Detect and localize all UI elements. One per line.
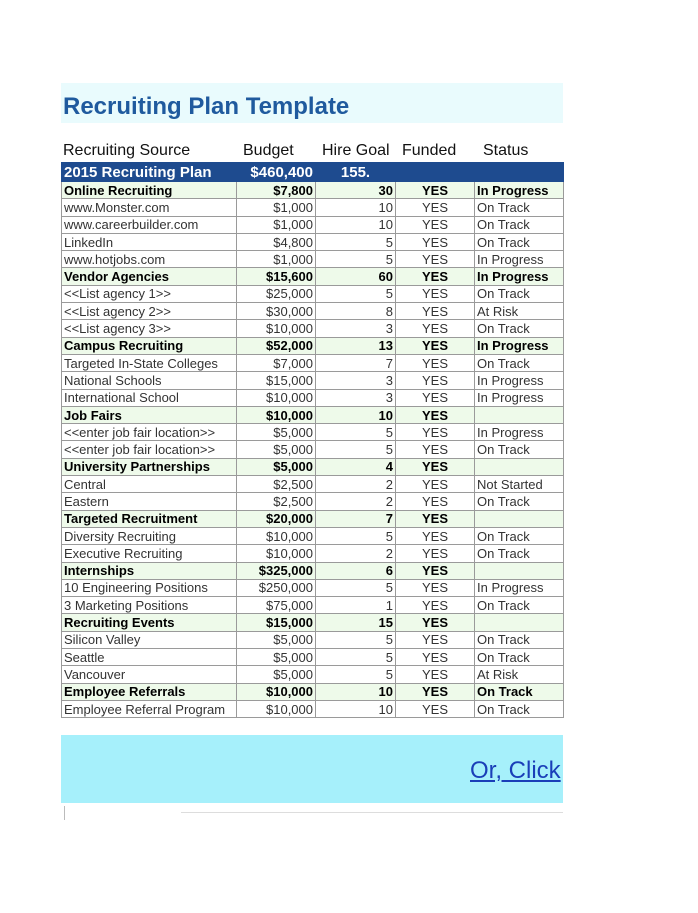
- table-row: [62, 216, 564, 233]
- category-row: [62, 182, 564, 199]
- column-header-source: Recruiting Source: [63, 142, 191, 159]
- table-row: [62, 579, 564, 596]
- cell-status[interactable]: On Track: [475, 683, 564, 700]
- cell-budget[interactable]: $15,000: [237, 614, 316, 631]
- cell-budget[interactable]: $1,000: [237, 251, 316, 268]
- cell-hire-goal[interactable]: 15: [316, 614, 396, 631]
- cell-hire-goal[interactable]: 4: [316, 458, 396, 475]
- cell-source[interactable]: Job Fairs: [62, 406, 237, 423]
- cell-budget[interactable]: $5,000: [237, 649, 316, 666]
- cell-funded[interactable]: YES: [396, 631, 475, 648]
- cell-status[interactable]: In Progress: [475, 268, 564, 285]
- cell-budget[interactable]: $250,000: [237, 579, 316, 596]
- cell-hire-goal[interactable]: 8: [316, 303, 396, 320]
- cell-funded[interactable]: YES: [396, 614, 475, 631]
- cell-source[interactable]: <<enter job fair location>>: [62, 424, 237, 441]
- cell-budget[interactable]: $10,000: [237, 406, 316, 423]
- cell-source[interactable]: Diversity Recruiting: [62, 527, 237, 544]
- cell-funded[interactable]: YES: [396, 320, 475, 337]
- cell-budget[interactable]: $2,500: [237, 493, 316, 510]
- cell-hire-goal[interactable]: 5: [316, 649, 396, 666]
- column-header-status: Status: [483, 142, 529, 159]
- category-row: [62, 510, 564, 527]
- cell-hire-goal[interactable]: 3: [316, 372, 396, 389]
- cell-funded[interactable]: YES: [396, 545, 475, 562]
- cell-funded[interactable]: YES: [396, 251, 475, 268]
- cell-hire-goal[interactable]: 10: [316, 406, 396, 423]
- cell-status[interactable]: In Progress: [475, 424, 564, 441]
- cell-hire-goal[interactable]: 5: [316, 631, 396, 648]
- cell-hire-goal[interactable]: 60: [316, 268, 396, 285]
- cell-hire-goal[interactable]: 1: [316, 597, 396, 614]
- cell-status[interactable]: In Progress: [475, 337, 564, 354]
- cell-source[interactable]: 10 Engineering Positions: [62, 579, 237, 596]
- divider: [64, 806, 65, 820]
- table-row: [62, 424, 564, 441]
- divider: [181, 812, 563, 813]
- cell-status[interactable]: On Track: [475, 700, 564, 717]
- table-row: [62, 666, 564, 683]
- cell-source[interactable]: Vancouver: [62, 666, 237, 683]
- cell-funded[interactable]: YES: [396, 493, 475, 510]
- cell-status[interactable]: On Track: [475, 216, 564, 233]
- cell-hire-goal[interactable]: 5: [316, 666, 396, 683]
- cell-status[interactable]: In Progress: [475, 389, 564, 406]
- plan-label[interactable]: 2015 Recruiting Plan: [62, 163, 237, 182]
- cell-status[interactable]: On Track: [475, 441, 564, 458]
- cell-funded[interactable]: YES: [396, 389, 475, 406]
- cell-source[interactable]: Executive Recruiting: [62, 545, 237, 562]
- plan-funded[interactable]: [396, 163, 475, 182]
- cell-status[interactable]: On Track: [475, 545, 564, 562]
- page-margin: [563, 735, 698, 815]
- cell-funded[interactable]: YES: [396, 285, 475, 302]
- cell-source[interactable]: Employee Referrals: [62, 683, 237, 700]
- cell-budget[interactable]: $7,800: [237, 182, 316, 199]
- cell-funded[interactable]: YES: [396, 510, 475, 527]
- cell-status[interactable]: On Track: [475, 631, 564, 648]
- footer-strip: [61, 806, 563, 820]
- cell-hire-goal[interactable]: 7: [316, 354, 396, 371]
- column-header-hire-goal: Hire Goal: [322, 142, 390, 159]
- cell-hire-goal[interactable]: 5: [316, 441, 396, 458]
- cell-budget[interactable]: $10,000: [237, 700, 316, 717]
- category-row: [62, 337, 564, 354]
- cell-funded[interactable]: YES: [396, 182, 475, 199]
- table-row: [62, 303, 564, 320]
- cell-budget[interactable]: $10,000: [237, 527, 316, 544]
- table-row: [62, 597, 564, 614]
- cell-status[interactable]: [475, 406, 564, 423]
- cell-hire-goal[interactable]: 10: [316, 216, 396, 233]
- cell-hire-goal[interactable]: 3: [316, 389, 396, 406]
- cell-source[interactable]: <<List agency 2>>: [62, 303, 237, 320]
- cell-funded[interactable]: YES: [396, 562, 475, 579]
- cell-budget[interactable]: $5,000: [237, 424, 316, 441]
- cell-budget[interactable]: $30,000: [237, 303, 316, 320]
- category-row: [62, 683, 564, 700]
- cell-funded[interactable]: YES: [396, 597, 475, 614]
- table-row: [62, 199, 564, 216]
- cell-hire-goal[interactable]: 5: [316, 527, 396, 544]
- cell-source[interactable]: University Partnerships: [62, 458, 237, 475]
- cell-hire-goal[interactable]: 2: [316, 545, 396, 562]
- table-row: [62, 527, 564, 544]
- cell-source[interactable]: www.hotjobs.com: [62, 251, 237, 268]
- cell-funded[interactable]: YES: [396, 441, 475, 458]
- table-row: [62, 545, 564, 562]
- cell-budget[interactable]: $10,000: [237, 545, 316, 562]
- cell-hire-goal[interactable]: 13: [316, 337, 396, 354]
- plan-status[interactable]: [475, 163, 564, 182]
- cell-source[interactable]: www.Monster.com: [62, 199, 237, 216]
- table-row: [62, 476, 564, 493]
- cell-source[interactable]: Silicon Valley: [62, 631, 237, 648]
- cell-status[interactable]: On Track: [475, 233, 564, 250]
- cell-source[interactable]: Employee Referral Program: [62, 700, 237, 717]
- cell-budget[interactable]: $1,000: [237, 216, 316, 233]
- category-row: [62, 458, 564, 475]
- cell-source[interactable]: Internships: [62, 562, 237, 579]
- cell-funded[interactable]: YES: [396, 700, 475, 717]
- page-title: Recruiting Plan Template: [63, 93, 350, 120]
- table-row: [62, 389, 564, 406]
- cell-hire-goal[interactable]: 3: [316, 320, 396, 337]
- cell-funded[interactable]: YES: [396, 666, 475, 683]
- cell-hire-goal[interactable]: 5: [316, 233, 396, 250]
- cell-source[interactable]: Targeted In-State Colleges: [62, 354, 237, 371]
- cell-funded[interactable]: YES: [396, 337, 475, 354]
- cell-hire-goal[interactable]: 5: [316, 285, 396, 302]
- cell-status[interactable]: On Track: [475, 320, 564, 337]
- table-row: [62, 649, 564, 666]
- cell-hire-goal[interactable]: 10: [316, 199, 396, 216]
- cell-budget[interactable]: $15,000: [237, 372, 316, 389]
- cell-status[interactable]: [475, 510, 564, 527]
- cell-source[interactable]: Central: [62, 476, 237, 493]
- cell-hire-goal[interactable]: 6: [316, 562, 396, 579]
- table-row: [62, 700, 564, 717]
- cell-budget[interactable]: $20,000: [237, 510, 316, 527]
- recruiting-plan-table: [61, 162, 564, 718]
- plan-hire-goal[interactable]: 155.: [316, 163, 396, 182]
- cell-funded[interactable]: YES: [396, 527, 475, 544]
- table-row: [62, 233, 564, 250]
- table-row: [62, 285, 564, 302]
- cell-source[interactable]: LinkedIn: [62, 233, 237, 250]
- cell-status[interactable]: [475, 458, 564, 475]
- category-row: [62, 406, 564, 423]
- cell-funded[interactable]: YES: [396, 233, 475, 250]
- cell-source[interactable]: <<List agency 1>>: [62, 285, 237, 302]
- cell-budget[interactable]: $7,000: [237, 354, 316, 371]
- cell-budget[interactable]: $52,000: [237, 337, 316, 354]
- cell-source[interactable]: Seattle: [62, 649, 237, 666]
- cell-status[interactable]: On Track: [475, 597, 564, 614]
- column-header-funded: Funded: [402, 142, 457, 159]
- cell-funded[interactable]: YES: [396, 303, 475, 320]
- cell-budget[interactable]: $5,000: [237, 441, 316, 458]
- table-row: [62, 251, 564, 268]
- column-headers: [61, 142, 563, 162]
- cell-status[interactable]: [475, 614, 564, 631]
- cell-status[interactable]: At Risk: [475, 666, 564, 683]
- cell-status[interactable]: Not Started: [475, 476, 564, 493]
- cell-hire-goal[interactable]: 5: [316, 579, 396, 596]
- table-row: [62, 441, 564, 458]
- cell-source[interactable]: Vendor Agencies: [62, 268, 237, 285]
- cell-status[interactable]: On Track: [475, 285, 564, 302]
- cell-hire-goal[interactable]: 2: [316, 476, 396, 493]
- cell-funded[interactable]: YES: [396, 372, 475, 389]
- table-row: [62, 320, 564, 337]
- cell-hire-goal[interactable]: 5: [316, 424, 396, 441]
- plan-budget[interactable]: $460,400: [237, 163, 316, 182]
- cell-budget[interactable]: $75,000: [237, 597, 316, 614]
- cell-budget[interactable]: $15,600: [237, 268, 316, 285]
- cell-funded[interactable]: YES: [396, 476, 475, 493]
- table-row: [62, 493, 564, 510]
- column-header-budget: Budget: [243, 142, 294, 159]
- cell-budget[interactable]: $10,000: [237, 389, 316, 406]
- cell-budget[interactable]: $5,000: [237, 631, 316, 648]
- plan-summary-row: [62, 163, 564, 182]
- cell-budget[interactable]: $325,000: [237, 562, 316, 579]
- cell-status[interactable]: [475, 562, 564, 579]
- cell-funded[interactable]: YES: [396, 199, 475, 216]
- cell-budget[interactable]: $1,000: [237, 199, 316, 216]
- cell-status[interactable]: In Progress: [475, 372, 564, 389]
- cell-funded[interactable]: YES: [396, 268, 475, 285]
- category-row: [62, 268, 564, 285]
- cell-funded[interactable]: YES: [396, 354, 475, 371]
- cell-source[interactable]: Online Recruiting: [62, 182, 237, 199]
- cell-source[interactable]: Campus Recruiting: [62, 337, 237, 354]
- table-row: [62, 354, 564, 371]
- category-row: [62, 562, 564, 579]
- cell-status[interactable]: On Track: [475, 649, 564, 666]
- cell-hire-goal[interactable]: 30: [316, 182, 396, 199]
- cell-funded[interactable]: YES: [396, 579, 475, 596]
- cell-source[interactable]: Recruiting Events: [62, 614, 237, 631]
- cell-source[interactable]: Eastern: [62, 493, 237, 510]
- cell-hire-goal[interactable]: 10: [316, 700, 396, 717]
- cell-hire-goal[interactable]: 7: [316, 510, 396, 527]
- cell-source[interactable]: <<enter job fair location>>: [62, 441, 237, 458]
- category-row: [62, 614, 564, 631]
- cell-status[interactable]: At Risk: [475, 303, 564, 320]
- cell-status[interactable]: On Track: [475, 354, 564, 371]
- promo-link[interactable]: Or, Click: [470, 757, 561, 784]
- table-row: [62, 631, 564, 648]
- cell-source[interactable]: 3 Marketing Positions: [62, 597, 237, 614]
- cell-hire-goal[interactable]: 2: [316, 493, 396, 510]
- cell-status[interactable]: On Track: [475, 493, 564, 510]
- cell-status[interactable]: In Progress: [475, 182, 564, 199]
- cell-budget[interactable]: $25,000: [237, 285, 316, 302]
- cell-budget[interactable]: $2,500: [237, 476, 316, 493]
- cell-funded[interactable]: YES: [396, 683, 475, 700]
- cell-status[interactable]: On Track: [475, 199, 564, 216]
- cell-funded[interactable]: YES: [396, 216, 475, 233]
- cell-funded[interactable]: YES: [396, 649, 475, 666]
- cell-status[interactable]: In Progress: [475, 579, 564, 596]
- cell-status[interactable]: In Progress: [475, 251, 564, 268]
- cell-status[interactable]: On Track: [475, 527, 564, 544]
- cell-budget[interactable]: $4,800: [237, 233, 316, 250]
- cell-source[interactable]: Targeted Recruitment: [62, 510, 237, 527]
- cell-hire-goal[interactable]: 5: [316, 251, 396, 268]
- cell-budget[interactable]: $10,000: [237, 683, 316, 700]
- cell-budget[interactable]: $5,000: [237, 458, 316, 475]
- cell-source[interactable]: International School: [62, 389, 237, 406]
- cell-source[interactable]: National Schools: [62, 372, 237, 389]
- cell-source[interactable]: <<List agency 3>>: [62, 320, 237, 337]
- cell-funded[interactable]: YES: [396, 406, 475, 423]
- cell-source[interactable]: www.careerbuilder.com: [62, 216, 237, 233]
- cell-funded[interactable]: YES: [396, 458, 475, 475]
- table-row: [62, 372, 564, 389]
- cell-budget[interactable]: $5,000: [237, 666, 316, 683]
- cell-budget[interactable]: $10,000: [237, 320, 316, 337]
- cell-hire-goal[interactable]: 10: [316, 683, 396, 700]
- cell-funded[interactable]: YES: [396, 424, 475, 441]
